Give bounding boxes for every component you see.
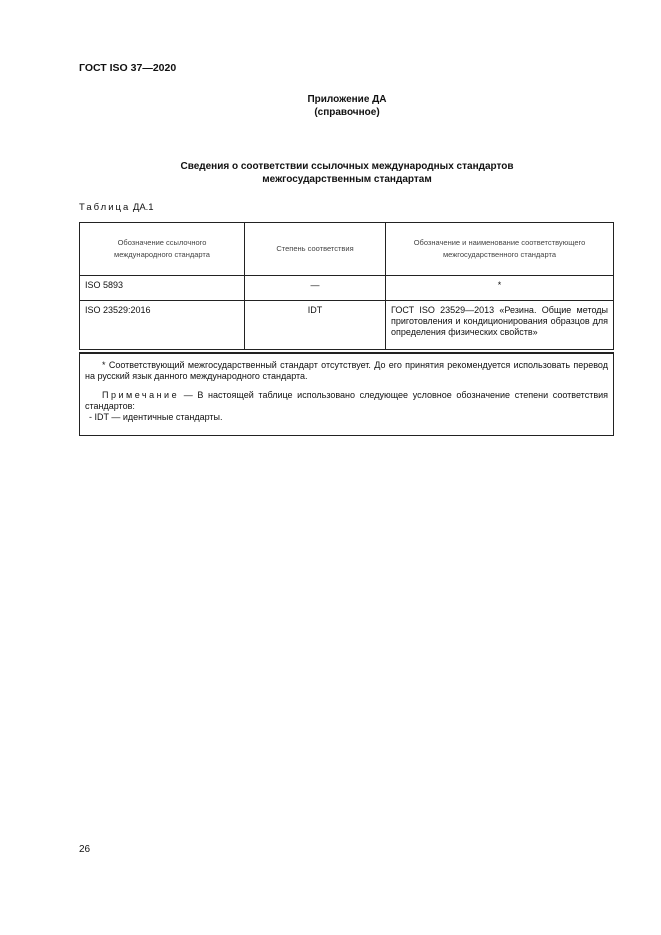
- cell-degree: IDT: [245, 301, 386, 350]
- section-title-line-2: межгосударственным стандартам: [262, 174, 432, 185]
- appendix-heading: [0, 93, 661, 119]
- section-title: [0, 160, 661, 186]
- cell-national-standard: *: [386, 276, 614, 301]
- table-row: [80, 276, 614, 301]
- header-designation: Обозначение ссылочного международного стандарта: [80, 223, 245, 276]
- section-title-line-1: Сведения о соответствии ссылочных международных стандартов: [180, 161, 514, 172]
- note-lead: Примечание: [102, 390, 180, 400]
- cell-national-standard: ГОСТ ISO 23529—2013 «Резина. Общие методы приготовления и кондиционирования образцов для определения физических свойств»: [386, 301, 614, 350]
- cell-degree: —: [245, 276, 386, 301]
- table-notes: [79, 352, 614, 436]
- cell-designation: ISO 23529:2016: [80, 301, 245, 350]
- table-caption: [79, 202, 154, 213]
- note-text: — В настоящей таблице использовано следующее условное обозначение степени соответствия стандартов:: [85, 390, 608, 411]
- note: [85, 390, 608, 412]
- note-bullet: - IDT — идентичные стандарты.: [89, 412, 223, 422]
- appendix-subtitle: (справочное): [314, 107, 380, 118]
- page-number: 26: [79, 844, 91, 855]
- table-caption-number: ДА.1: [132, 202, 154, 213]
- document-code: ГОСТ ISO 37—2020: [79, 62, 177, 74]
- appendix-title: Приложение ДА: [307, 94, 387, 105]
- footnote: * Соответствующий межгосударственный стандарт отсутствует. До его принятия рекомендуется использовать перевод на русский язык данного международного стандарта.: [85, 360, 608, 381]
- table-caption-word: Таблица: [79, 202, 131, 213]
- table-header-row: [80, 223, 614, 276]
- cell-designation: ISO 5893: [80, 276, 245, 301]
- standards-correspondence-table: [79, 222, 614, 350]
- header-national-standard: Обозначение и наименование соответствующего межгосударственного стандарта: [386, 223, 614, 276]
- table-row: [80, 301, 614, 350]
- header-degree: Степень соответствия: [245, 223, 386, 276]
